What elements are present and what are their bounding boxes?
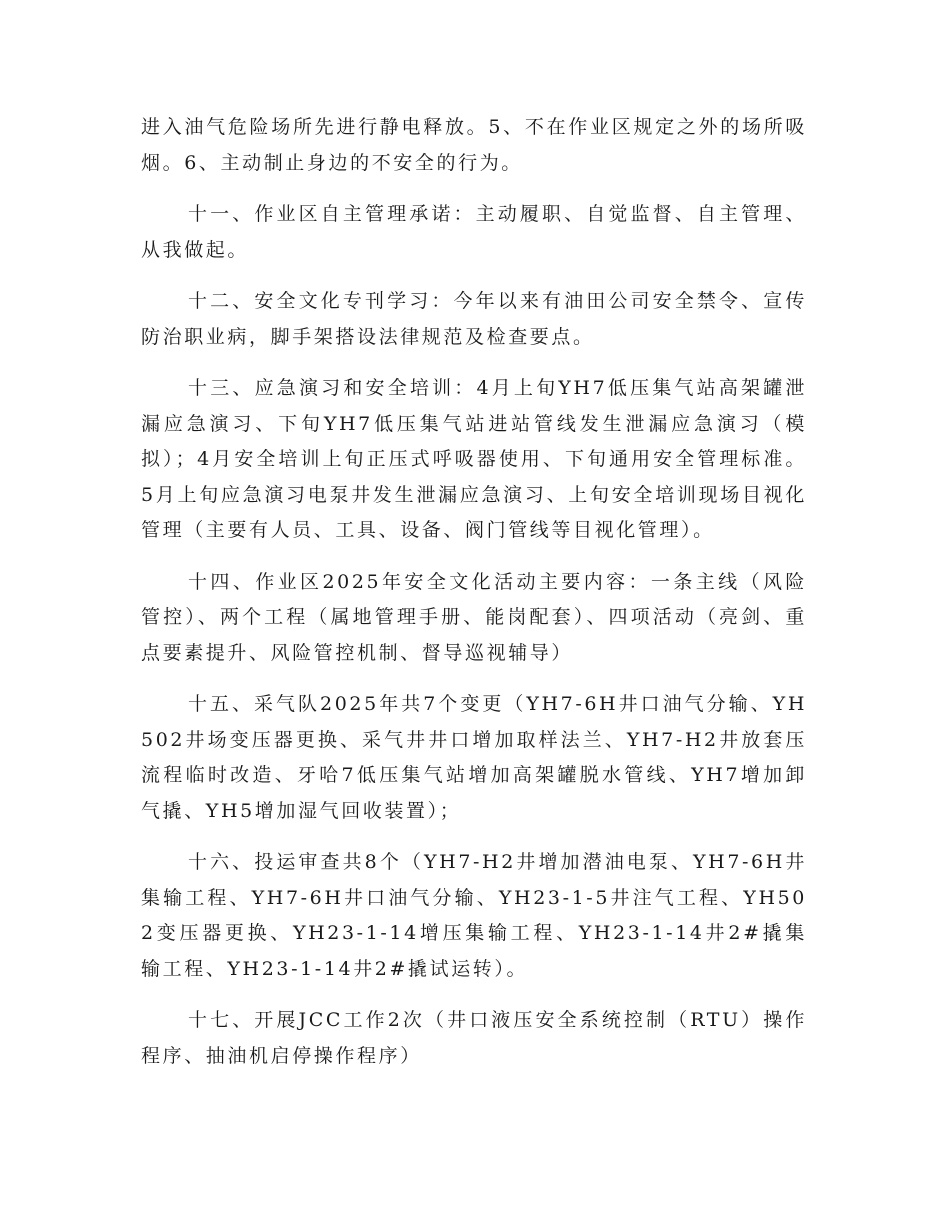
paragraph-16: 十六、投运审查共8个（YH7-H2井增加潜油电泵、YH7-6H井集输工程、YH7-6H井口油气分输、YH23-1-5井注气工程、YH502变压器更换、YH23-1-14增压集输工程、YH23-1-14井2#撬集输工程、YH23-1-14井2#撬试运转）。 bbox=[141, 851, 807, 980]
paragraph-11: 十一、作业区自主管理承诺：主动履职、自觉监督、自主管理、从我做起。 bbox=[141, 203, 807, 261]
paragraph-17: 十七、开展JCC工作2次（井口液压安全系统控制（RTU）操作程序、抽油机启停操作程序） bbox=[141, 1009, 807, 1067]
paragraph-12: 十二、安全文化专刊学习：今年以来有油田公司安全禁令、宣传防治职业病，脚手架搭设法律规范及检查要点。 bbox=[141, 290, 807, 348]
paragraph-continuation: 进入油气危险场所先进行静电释放。5、不在作业区规定之外的场所吸烟。6、主动制止身边的不安全的行为。 bbox=[141, 116, 807, 174]
paragraph-15: 十五、采气队2025年共7个变更（YH7-6H井口油气分输、YH502井场变压器更换、采气井井口增加取样法兰、YH7-H2井放套压流程临时改造、牙哈7低压集气站增加高架罐脱水管线、YH7增加卸气撬、YH5增加湿气回收装置）； bbox=[141, 693, 807, 822]
paragraph-13: 十三、应急演习和安全培训：4月上旬YH7低压集气站高架罐泄漏应急演习、下旬YH7低压集气站进站管线发生泄漏应急演习（模拟）；4月安全培训上旬正压式呼吸器使用、下旬通用安全管理标准。5月上旬应急演习电泵井发生泄漏应急演习、上旬安全培训现场目视化管理（主要有人员、工具、设备、阀门管线等目视化管理）。 bbox=[141, 377, 807, 541]
document-body bbox=[141, 110, 807, 1090]
paragraph-14: 十四、作业区2025年安全文化活动主要内容：一条主线（风险管控）、两个工程（属地管理手册、能岗配套）、四项活动（亮剑、重点要素提升、风险管控机制、督导巡视辅导） bbox=[141, 570, 807, 664]
